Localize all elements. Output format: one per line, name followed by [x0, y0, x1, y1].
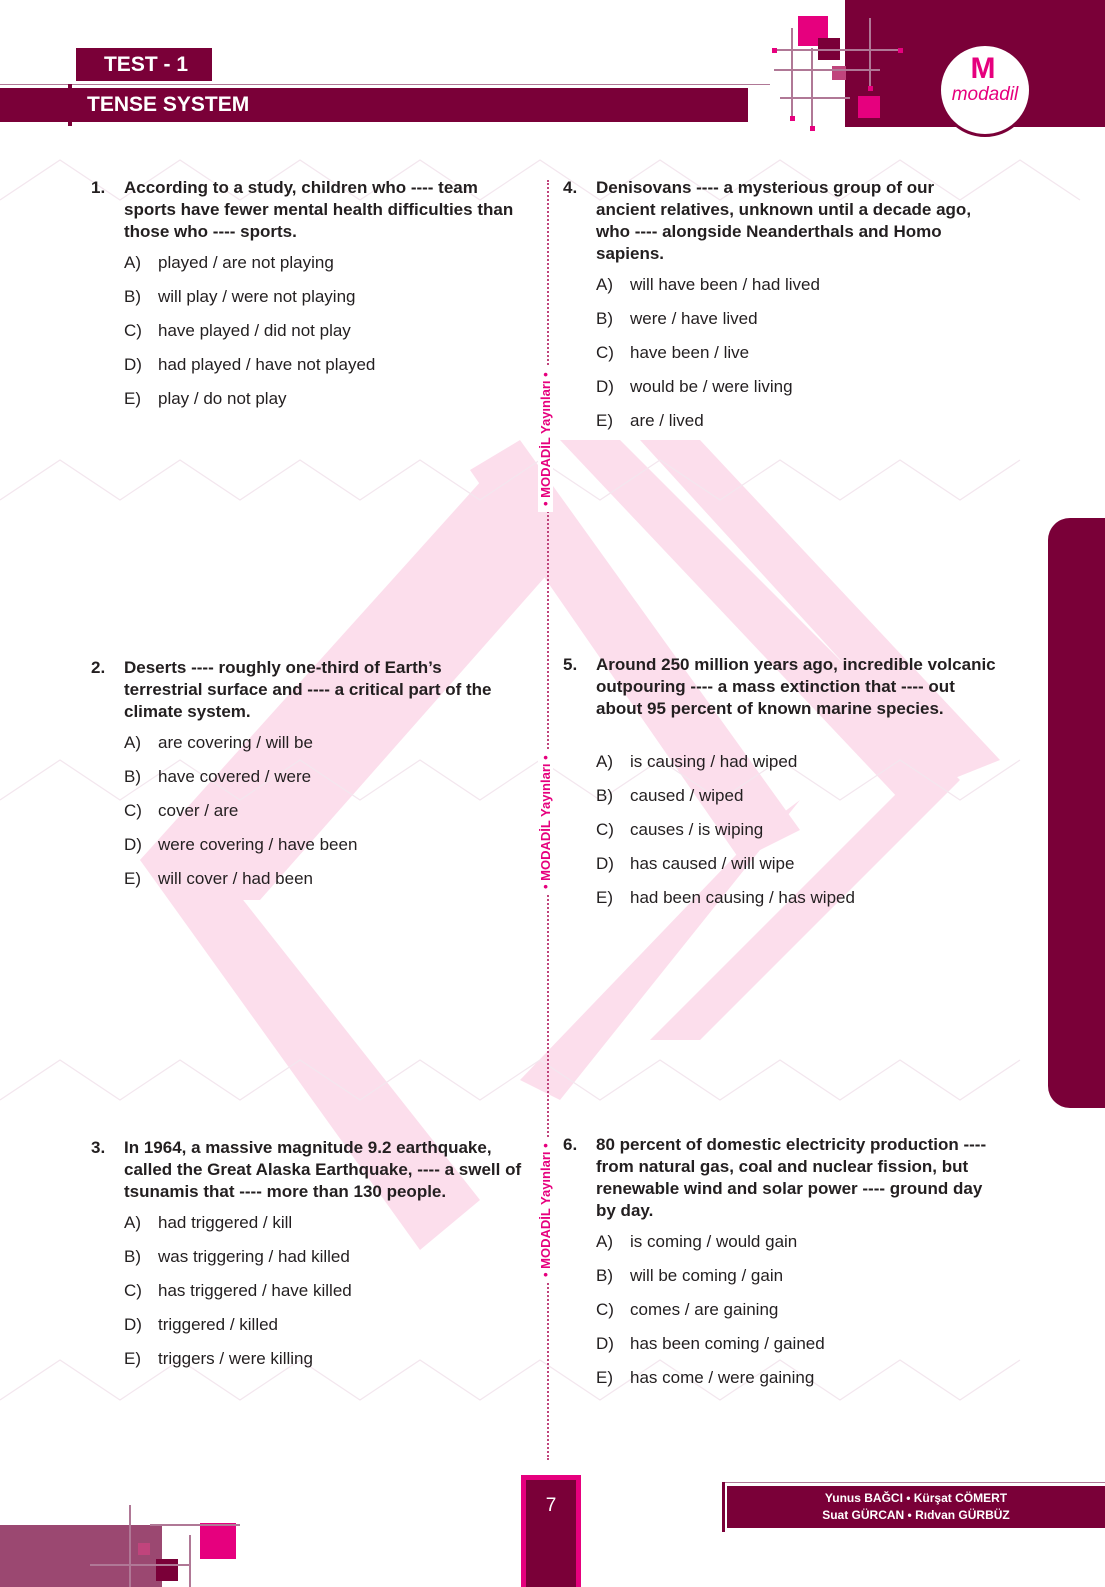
publisher-name: MODADİL	[538, 820, 553, 881]
question-number: 4.	[563, 178, 578, 197]
option-d[interactable]	[124, 834, 524, 868]
option-c[interactable]	[596, 819, 996, 853]
option-text: had been causing / has wiped	[630, 888, 855, 907]
footer-decor-squares-icon	[90, 1505, 250, 1587]
option-letter: D)	[124, 1315, 142, 1334]
options-list	[124, 732, 524, 902]
option-letter: E)	[124, 389, 141, 408]
option-text: will cover / had been	[158, 869, 313, 888]
option-letter: C)	[596, 820, 614, 839]
options-list	[596, 751, 996, 921]
authors-box	[727, 1486, 1105, 1528]
option-letter: B)	[596, 309, 613, 328]
option-c[interactable]	[124, 1280, 524, 1314]
bullet-dot: •	[538, 372, 553, 377]
option-letter: A)	[124, 733, 141, 752]
option-letter: B)	[596, 786, 613, 805]
publisher-suffix: Yayınları	[538, 763, 553, 817]
option-letter: D)	[596, 1334, 614, 1353]
title-divider	[0, 84, 770, 85]
option-a[interactable]	[124, 732, 524, 766]
option-text: is coming / would gain	[630, 1232, 798, 1251]
authors-divider	[722, 1482, 1105, 1483]
option-a[interactable]	[596, 274, 996, 308]
option-letter: C)	[124, 321, 142, 340]
options-list	[596, 1231, 996, 1401]
option-text: has been coming / gained	[630, 1334, 825, 1353]
option-b[interactable]	[596, 785, 996, 819]
publisher-suffix: Yayınları	[538, 1151, 553, 1205]
option-e[interactable]	[596, 1367, 996, 1401]
option-e[interactable]	[124, 388, 524, 422]
option-d[interactable]	[596, 853, 996, 887]
option-letter: A)	[596, 752, 613, 771]
question-stem: 80 percent of domestic electricity production ---- from natural gas, coal and nuclear fission, but renewable wind and solar power ---- ground day by day.	[596, 1135, 987, 1220]
question-stem: Deserts ---- roughly one-third of Earth’s terrestrial surface and ---- a critical part of the climate system.	[124, 658, 492, 721]
publisher-name: MODADİL	[538, 437, 553, 498]
option-letter: A)	[596, 1232, 613, 1251]
option-letter: B)	[124, 767, 141, 786]
option-text: has come / were gaining	[630, 1368, 815, 1387]
option-text: caused / wiped	[630, 786, 744, 805]
question-stem: In 1964, a massive magnitude 9.2 earthquake, called the Great Alaska Earthquake, ---- a swell of tsunamis that ---- more than 130 people.	[124, 1138, 522, 1201]
option-letter: A)	[124, 253, 141, 272]
option-letter: D)	[124, 355, 142, 374]
options-list	[124, 1212, 524, 1382]
option-a[interactable]	[124, 1212, 524, 1246]
option-b[interactable]	[596, 308, 996, 342]
option-text: were / have lived	[630, 309, 758, 328]
bullet-dot: •	[538, 501, 553, 506]
options-list	[124, 252, 524, 422]
option-text: had triggered / kill	[158, 1213, 293, 1232]
option-text: have covered / were	[158, 767, 312, 786]
option-text: have been / live	[630, 343, 750, 362]
option-e[interactable]	[596, 887, 996, 921]
option-c[interactable]	[124, 320, 524, 354]
publisher-side-label	[538, 749, 553, 895]
option-text: will play / were not playing	[158, 287, 356, 306]
decor-squares-icon	[770, 8, 920, 133]
option-letter: A)	[124, 1213, 141, 1232]
option-text: is causing / had wiped	[630, 752, 798, 771]
option-text: had played / have not played	[158, 355, 376, 374]
question-number: 2.	[91, 658, 106, 677]
option-text: played / are not playing	[158, 253, 334, 272]
option-letter: B)	[124, 1247, 141, 1266]
option-letter: E)	[124, 869, 141, 888]
option-c[interactable]	[596, 342, 996, 376]
option-text: are / lived	[630, 411, 704, 430]
test-label: TEST - 1	[76, 48, 212, 81]
option-text: cover / are	[158, 801, 239, 820]
logo-text: modadil	[951, 84, 1019, 105]
option-letter: C)	[596, 343, 614, 362]
question-number: 6.	[563, 1135, 578, 1154]
option-text: triggered / killed	[158, 1315, 279, 1334]
option-letter: E)	[596, 1368, 613, 1387]
option-letter: C)	[124, 1281, 142, 1300]
option-a[interactable]	[124, 252, 524, 286]
option-text: would be / were living	[630, 377, 793, 396]
option-b[interactable]	[124, 766, 524, 800]
option-a[interactable]	[596, 1231, 996, 1265]
question-stem: According to a study, children who ---- team sports have fewer mental health difficulties than those who ---- sports.	[124, 178, 514, 241]
bullet-dot: •	[538, 1143, 553, 1148]
option-letter: D)	[596, 854, 614, 873]
authors-accent	[722, 1482, 725, 1532]
option-d[interactable]	[124, 354, 524, 388]
authors-row-1: Yunus BAĞCI • Kürşat CÖMERT	[824, 1491, 1008, 1505]
question-number: 5.	[563, 655, 578, 674]
option-c[interactable]	[596, 1299, 996, 1333]
option-text: were covering / have been	[158, 835, 358, 854]
option-c[interactable]	[124, 800, 524, 834]
option-d[interactable]	[596, 376, 996, 410]
option-text: was triggering / had killed	[158, 1247, 350, 1266]
logo-mark-icon: M	[970, 52, 996, 85]
option-text: play / do not play	[158, 389, 287, 408]
option-letter: B)	[596, 1266, 613, 1285]
option-letter: E)	[596, 888, 613, 907]
bullet-dot: •	[538, 1272, 553, 1277]
publisher-name: MODADİL	[538, 1208, 553, 1269]
option-e[interactable]	[124, 868, 524, 902]
options-list	[596, 274, 996, 444]
option-letter: D)	[124, 835, 142, 854]
publisher-side-label	[538, 1137, 553, 1283]
option-letter: D)	[596, 377, 614, 396]
option-d[interactable]	[596, 1333, 996, 1367]
section-title: TENSE SYSTEM	[87, 93, 250, 116]
option-text: comes / are gaining	[630, 1300, 779, 1319]
option-text: will have been / had lived	[630, 275, 820, 294]
option-e[interactable]	[596, 410, 996, 444]
option-text: are covering / will be	[158, 733, 313, 752]
publisher-suffix: Yayınları	[538, 380, 553, 434]
option-text: triggers / were killing	[158, 1349, 313, 1368]
option-letter: B)	[124, 287, 141, 306]
bullet-dot: •	[538, 755, 553, 760]
question-number: 1.	[91, 178, 106, 197]
option-b[interactable]	[124, 1246, 524, 1280]
option-letter: C)	[124, 801, 142, 820]
option-letter: E)	[124, 1349, 141, 1368]
option-b[interactable]	[596, 1265, 996, 1299]
page-number: 7	[526, 1480, 576, 1587]
option-text: has caused / will wipe	[630, 854, 795, 873]
option-e[interactable]	[124, 1348, 524, 1382]
side-tab	[1048, 518, 1105, 1108]
option-letter: E)	[596, 411, 613, 430]
option-b[interactable]	[124, 286, 524, 320]
option-text: have played / did not play	[158, 321, 351, 340]
authors-row-2: Suat GÜRCAN • Rıdvan GÜRBÜZ	[822, 1508, 1010, 1522]
option-d[interactable]	[124, 1314, 524, 1348]
option-text: causes / is wiping	[630, 820, 764, 839]
option-text: has triggered / have killed	[158, 1281, 352, 1300]
bullet-dot: •	[538, 884, 553, 889]
question-stem: Around 250 million years ago, incredible volcanic outpouring ---- a mass extinction that ---- out about 95 percent of known marine species.	[596, 655, 996, 718]
option-text: will be coming / gain	[630, 1266, 784, 1285]
question-number: 3.	[91, 1138, 106, 1157]
option-letter: A)	[596, 275, 613, 294]
question-stem: Denisovans ---- a mysterious group of our ancient relatives, unknown until a decade ago, who ---- alongside Neanderthals and Homo sapiens.	[596, 178, 972, 263]
option-letter: C)	[596, 1300, 614, 1319]
publisher-side-label	[538, 366, 553, 512]
option-a[interactable]	[596, 751, 996, 785]
